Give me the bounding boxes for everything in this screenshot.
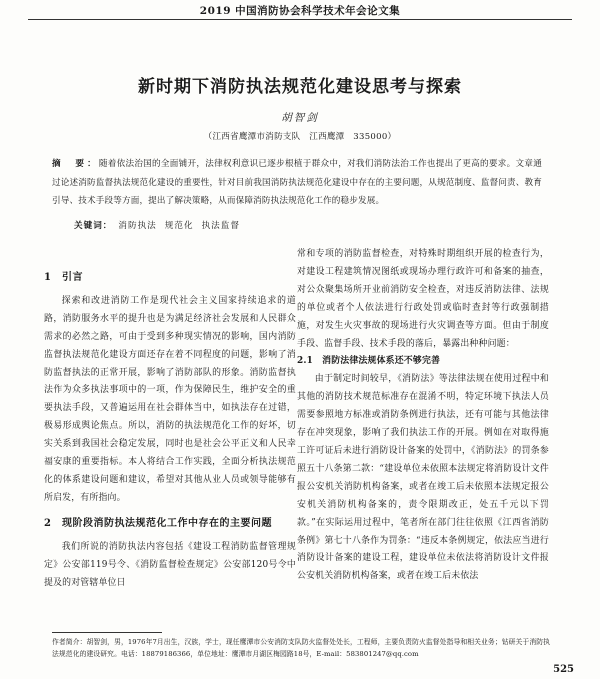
section-heading-2: 2 现阶段消防执法规范化工作中存在的主要问题: [44, 517, 272, 529]
body-paragraph: 由于制定时间较早，《消防法》等法律法规在使用过程中和其他的消防技术规范标准存在混淆不明，特定环境下执法人员需要参照地方标准或消防条例进行执法，还有可能与其他法律存在冲突现象，影响了我们执法工作的开展。例如在对取得施工许可证后未进行消防设计备案的处罚中，《消防法》的罚条参照五十八条第二款：“建设单位未依照本法规定将消防设计文件报公安机关消防机构备案，或者在竣工后未依照本法规定报公安机关消防机构备案的，责令限期改正，处五千元以下罚款。”在实际运用过程中，笔者所在部门往往依照《江西省消防条例》第七十八条作为罚条：“违反本条例规定，依法应当进行消防设计备案的建设工程，建设单位未依法将消防设计文件报公安机关消防机构备案，或者在竣工后未依法: [297, 374, 549, 582]
keywords-label: 关键词：: [74, 221, 113, 231]
keyword: 消防执法: [118, 221, 157, 231]
abstract: [52, 155, 542, 211]
body-paragraph: 探索和改进消防工作是现代社会主义国家持续追求的道路，消防服务水平的提升也是为满足经济社会发展和人民群众需求的必然之路，可由于受到多种现实情况的影响，国内消防监督执法规范化建设方面还存在着不同程度的问题，影响了消防监督执法的正常开展，影响了消防部队的形象。消防监督执法作为众多执法事项中的一项，作为保障民生，维护安全的重要执法手段，又普遍运用在社会群体当中，如执法存在过错，极易形成舆论焦点。所以，消防的执法规范化工作的好坏，切实关系到我国社会稳定发展，同时也是社会公平正义和人民幸福安康的重要指标。本人将结合工作实践，全面分析执法规范化的体系建设问题和建议，希望对其他从业人员或领导能够有所启发，有所指向。: [44, 295, 296, 503]
section-heading-1: 1 引言: [44, 272, 83, 283]
footnote-rule: [52, 632, 162, 633]
keywords: [74, 219, 248, 231]
abstract-text: 随着依法治国的全面铺开，法律权利意识已逐步根植于群众中，对我们消防法治工作也提出了更高的要求。文章通过论述消防监督执法规范化建设的重要性，针对目前我国消防执法规范化建设中存在的主要问题，从规范制度、监督问责、教育引导、技术手段等方面，提出了解决策略，从而保障消防执法规范化工作的稳步发展。: [52, 159, 542, 206]
abstract-label: 摘 要：: [52, 159, 99, 169]
body-paragraph: 我们所说的消防执法内容包括《建设工程消防监督管理规定》公安部119号令、《消防监督检查规定》公安部120号令中提及的对管辖单位日: [44, 541, 296, 588]
body-paragraph: 常和专项的消防监督检查，对特殊时期组织开展的检查行为，对建设工程建筑情况图纸或现场办理行政许可和备案的抽查，对公众聚集场所开业前消防安全检查，对违反消防法律、法规的单位或者个人依法进行行政处罚或临时查封等行政强制措施，对发生火灾事故的现场进行火灾调查等方面。但由于制度手段、监督手段、技术手段的落后，暴露出种种问题：: [297, 249, 549, 349]
subsection-heading-2-1: 2.1 消防法律法规体系还不够完善: [297, 356, 441, 367]
header-rule: [28, 19, 572, 20]
keyword: 规范化: [164, 221, 194, 231]
author-name: 胡智剑: [281, 112, 319, 124]
left-column: [44, 262, 296, 592]
paper-title: 新时期下消防执法规范化建设思考与探索: [138, 77, 462, 97]
keyword: 执法监督: [201, 221, 240, 231]
author-footnote: 作者简介：胡智剑，男，1976年7月出生，汉族，学士，现任鹰潭市公安消防支队防火监督处处长，工程师，主要负责防火监督处指导和相关业务；钻研关于消防执法规范化的建设研究。电话：18879186366，单位地址：鹰潭市月湖区梅园路18号，E-mail：583801247@qq.com: [52, 638, 551, 658]
right-column: [297, 246, 549, 586]
author-affiliation: （江西省鹰潭市消防支队 江西鹰潭 335000）: [203, 132, 397, 142]
page-number: 525: [553, 664, 574, 675]
running-head: 2019 中国消防协会科学技术年会论文集: [199, 5, 401, 17]
